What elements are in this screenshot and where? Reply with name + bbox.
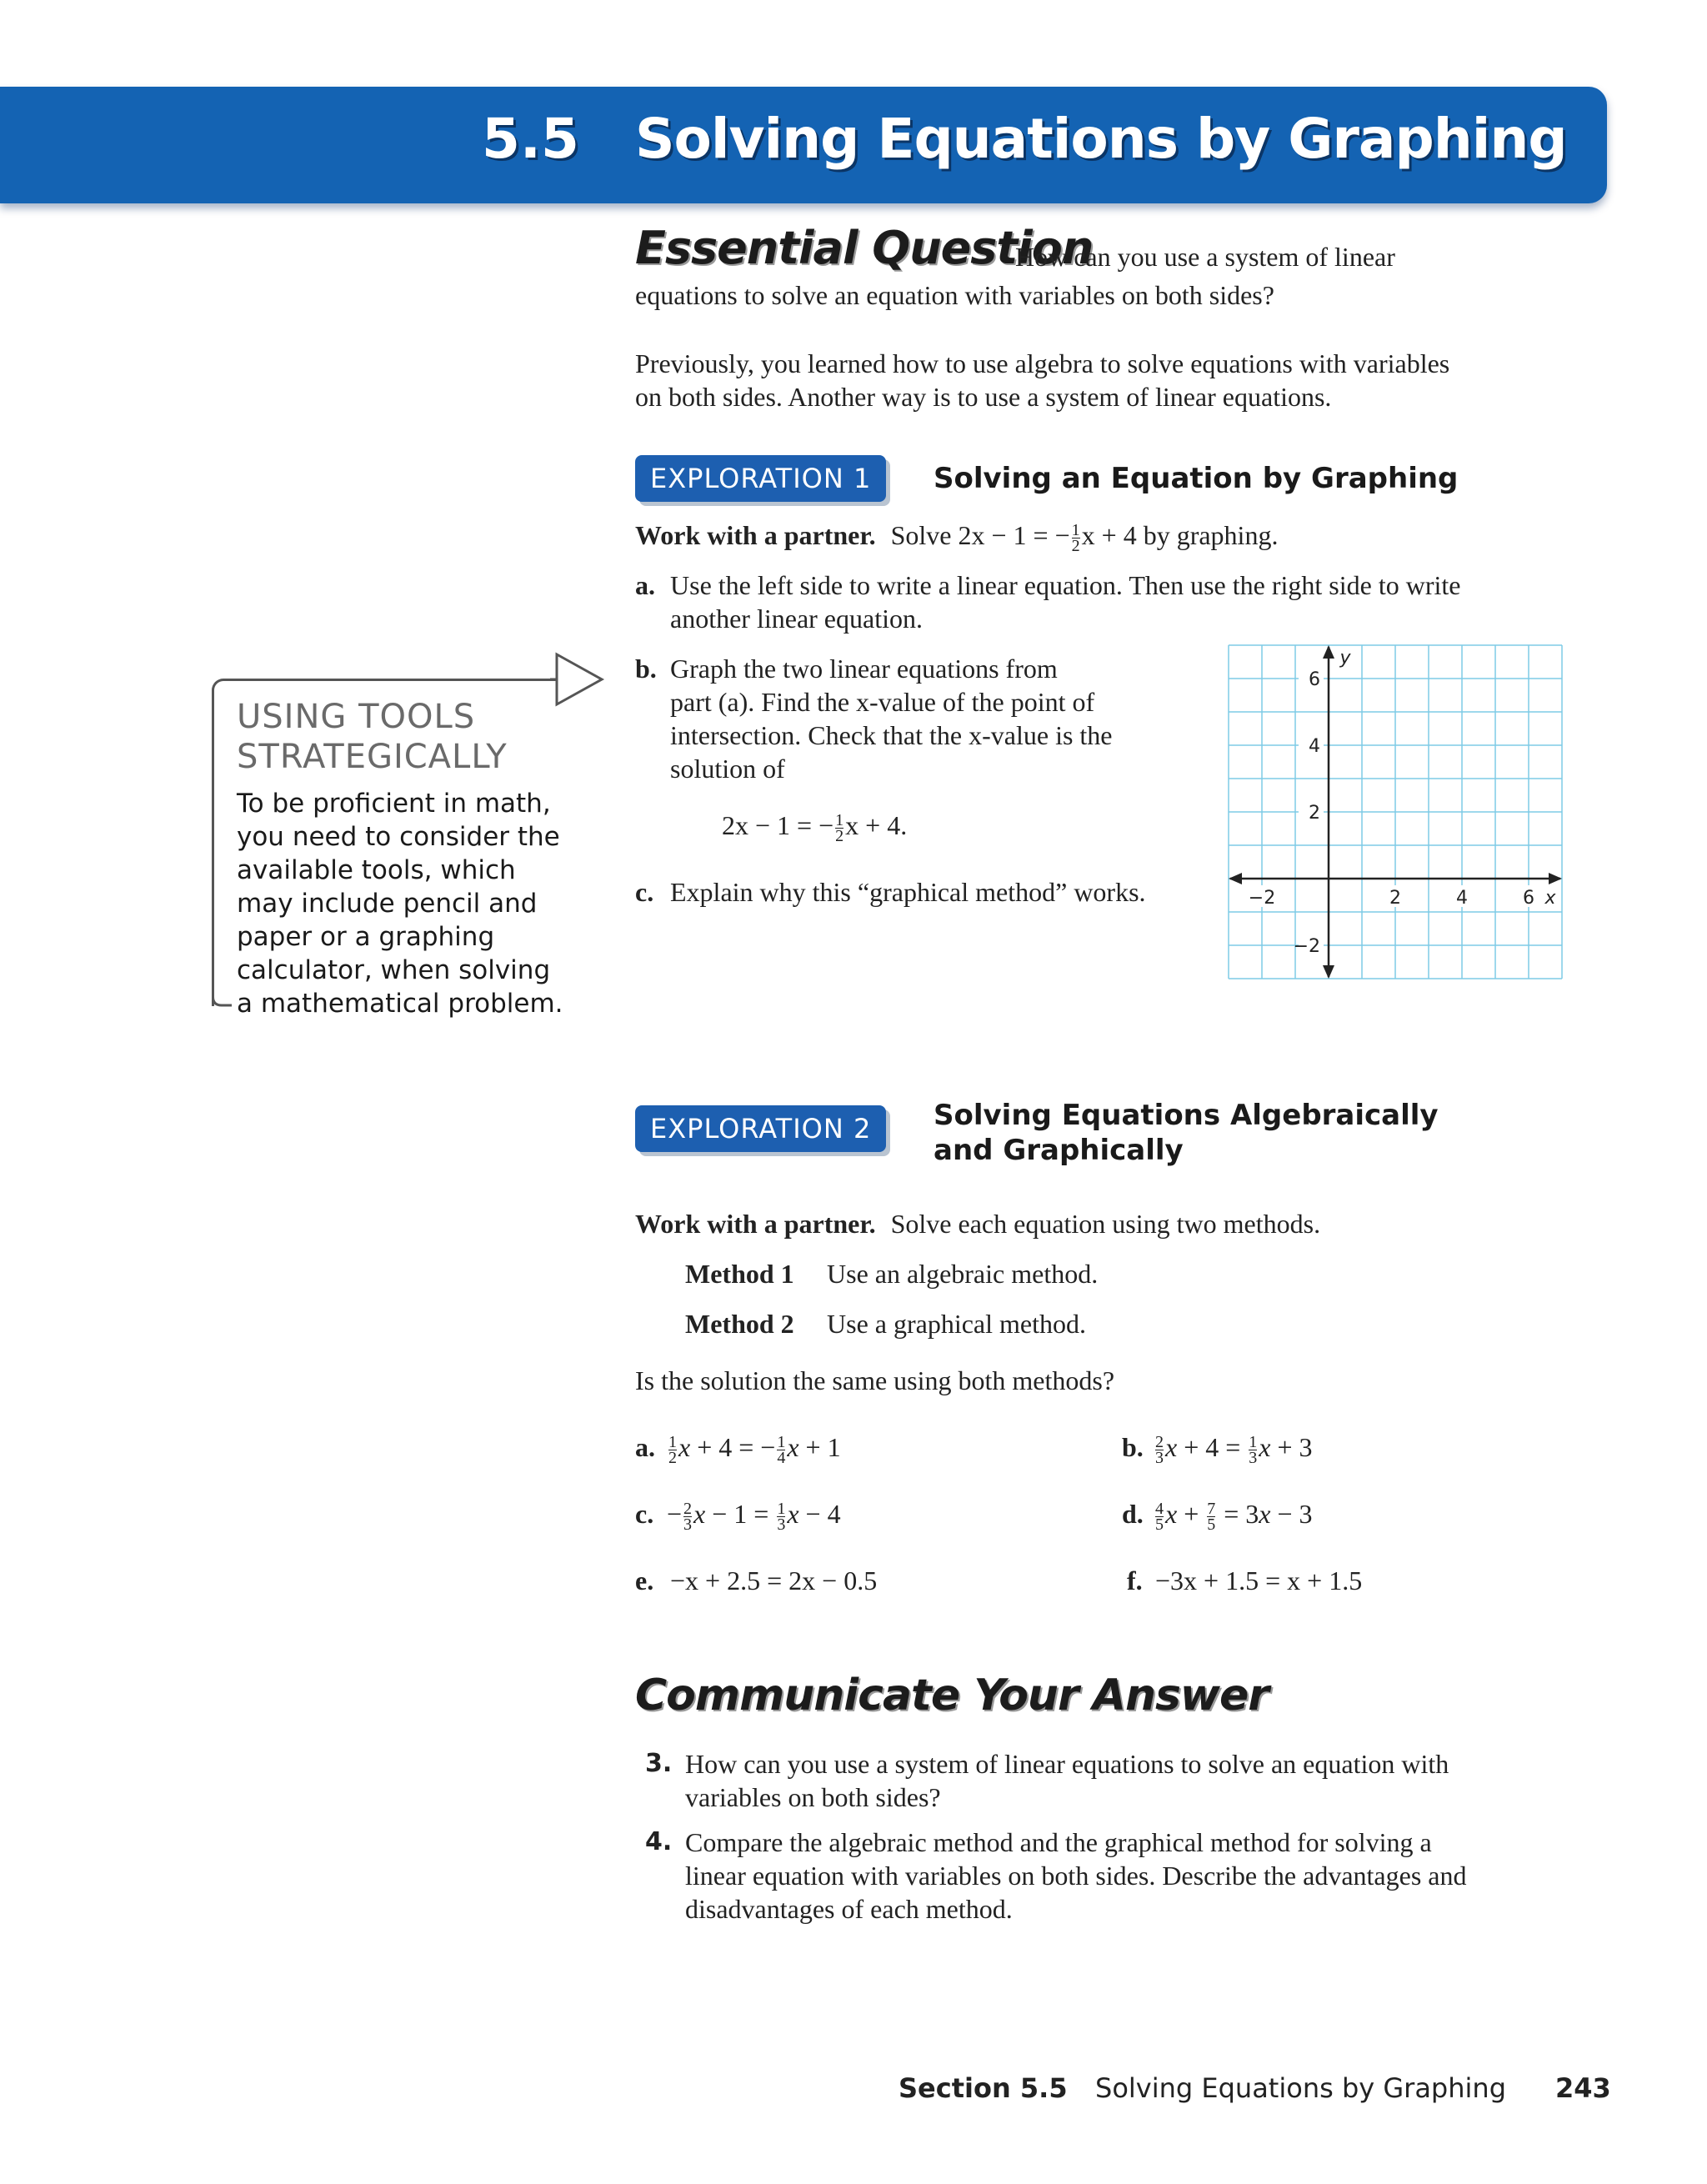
exploration-2-badge: EXPLORATION 2	[635, 1105, 886, 1152]
communicate-heading: Communicate Your Answer	[635, 1671, 1269, 1721]
question-4-line-2: linear equation with variables on both sides. Describe the advantages and	[685, 1861, 1467, 1891]
eq-b: $\frac{2}{3}$ x + 4 = $\frac{1}{3}$ x + 3	[1155, 1432, 1313, 1468]
item-b-equation	[722, 809, 907, 844]
frac-den: 2	[1071, 537, 1080, 556]
eq-e: −x + 2.5 = 2x − 0.5	[670, 1565, 878, 1595]
essential-question-text-1: How can you use a system of linear	[1015, 242, 1395, 272]
item-c-text: Explain why this “graphical method” works.	[670, 877, 1146, 907]
x-axis-arrow-right	[1549, 873, 1562, 884]
method-2-text: Use a graphical method.	[827, 1309, 1086, 1339]
x-tick-label: −2	[1248, 888, 1276, 909]
page-title: Solving Equations by Graphing	[635, 107, 1567, 171]
intro-line-1: Previously, you learned how to use algebra to solve equations with variables	[635, 348, 1450, 378]
item-b-label: b.	[635, 654, 657, 684]
question-3-number: 3.	[645, 1749, 673, 1778]
item-a-line-1: Use the left side to write a linear equation. Then use the right side to write	[670, 570, 1461, 600]
sidebar-text: To be proficient in math, you need to consider the available tools, which may include pencil and paper or a graphing calculator, when solving a mathematical problem.	[237, 789, 563, 1019]
y-axis-arrow-up	[1323, 645, 1334, 659]
eq-f-label: f.	[1127, 1565, 1143, 1595]
eq-e-label: e.	[635, 1565, 654, 1595]
method-1-label: Method 1	[685, 1259, 794, 1289]
item-a-line-2: another linear equation.	[670, 604, 923, 634]
x-tick-label: 6	[1523, 888, 1534, 909]
question-4-line-1: Compare the algebraic method and the graphical method for solving a	[685, 1827, 1432, 1857]
x-tick-label: 2	[1389, 888, 1401, 909]
y-tick-label: −2	[1293, 936, 1320, 957]
exploration-1-title: Solving an Equation by Graphing	[934, 462, 1459, 495]
frac-num: 1	[835, 811, 844, 830]
frac-den: 2	[835, 827, 844, 846]
intro-line-2: on both sides. Another way is to use a system of linear equations.	[635, 382, 1332, 412]
question-4-number: 4.	[645, 1827, 673, 1856]
item-b-line-1: Graph the two linear equations from	[670, 654, 1058, 684]
section-number: 5.5	[482, 107, 579, 171]
footer-title: Solving Equations by Graphing	[1095, 2072, 1506, 2104]
item-c-label: c.	[635, 877, 654, 907]
y-tick-label: 2	[1309, 803, 1320, 824]
exploration-2-title-1: Solving Equations Algebraically	[934, 1099, 1439, 1132]
y-axis-arrow-down	[1323, 965, 1334, 979]
lead-equation-post: x + 4 by graphing.	[1081, 520, 1279, 550]
page-number: 243	[1555, 2072, 1611, 2104]
footer-section: Section 5.5	[899, 2072, 1068, 2104]
essential-question-text-2: equations to solve an equation with variables on both sides?	[635, 280, 1274, 310]
exploration-1-badge: EXPLORATION 1	[635, 455, 886, 502]
coordinate-grid	[1225, 642, 1575, 992]
y-axis-label: y	[1339, 648, 1351, 669]
eq-c: − $\frac{2}{3}$ x − 1 = $\frac{1}{3}$ x − 4	[667, 1499, 841, 1535]
item-b-line-3: intersection. Check that the x-value is the	[670, 720, 1113, 750]
fraction-one-half	[835, 813, 843, 844]
item-a-label: a.	[635, 570, 655, 600]
b-eq-post: x + 4.	[845, 810, 908, 840]
eq-c-label: c.	[635, 1499, 654, 1529]
item-b-line-2: part (a). Find the x-value of the point of	[670, 687, 1095, 717]
eq-d-label: d.	[1122, 1499, 1144, 1529]
frac-num: 1	[1071, 521, 1080, 540]
lead-bold: Work with a partner.	[635, 520, 876, 550]
eq-b-label: b.	[1122, 1432, 1144, 1462]
exploration-2-title-2: and Graphically	[934, 1134, 1184, 1167]
question-4-line-3: disadvantages of each method.	[685, 1894, 1013, 1924]
b-eq-pre: 2x − 1 = −	[722, 810, 834, 840]
sidebar-title: USING TOOLS STRATEGICALLY	[237, 698, 508, 776]
exploration-1-lead	[635, 518, 1278, 554]
method-2-label: Method 2	[685, 1309, 794, 1339]
sidebar-frame-corner	[208, 997, 233, 1009]
grid-lines	[1229, 645, 1562, 979]
fraction-one-half	[1072, 523, 1080, 554]
lead-text: Solve each equation using two methods.	[890, 1209, 1321, 1239]
exploration-2-lead	[635, 1207, 1320, 1240]
item-b-line-4: solution of	[670, 754, 785, 784]
eq-a-label: a.	[635, 1432, 655, 1462]
method-1-text: Use an algebraic method.	[827, 1259, 1099, 1289]
lead-bold: Work with a partner.	[635, 1209, 876, 1239]
lead-equation-pre: Solve 2x − 1 = −	[890, 520, 1070, 550]
eq-f: −3x + 1.5 = x + 1.5	[1155, 1565, 1363, 1595]
y-tick-label: 6	[1309, 669, 1320, 690]
eq-a: $\frac{1}{2}$ x + 4 = − $\frac{1}{4}$ x + 1	[668, 1432, 841, 1468]
eq-d: $\frac{4}{5}$ x + $\frac{7}{5}$ = 3x − 3	[1155, 1499, 1313, 1535]
y-tick-label: 4	[1309, 736, 1320, 757]
question-3-line-2: variables on both sides?	[685, 1782, 941, 1812]
x-axis-arrow-left	[1229, 873, 1242, 884]
x-axis-label: x	[1544, 888, 1556, 909]
question-3-line-1: How can you use a system of linear equations to solve an equation with	[685, 1749, 1449, 1779]
essential-question-heading: Essential Question	[635, 222, 1094, 274]
exploration-2-question: Is the solution the same using both methods?	[635, 1365, 1115, 1395]
x-tick-label: 4	[1456, 888, 1468, 909]
